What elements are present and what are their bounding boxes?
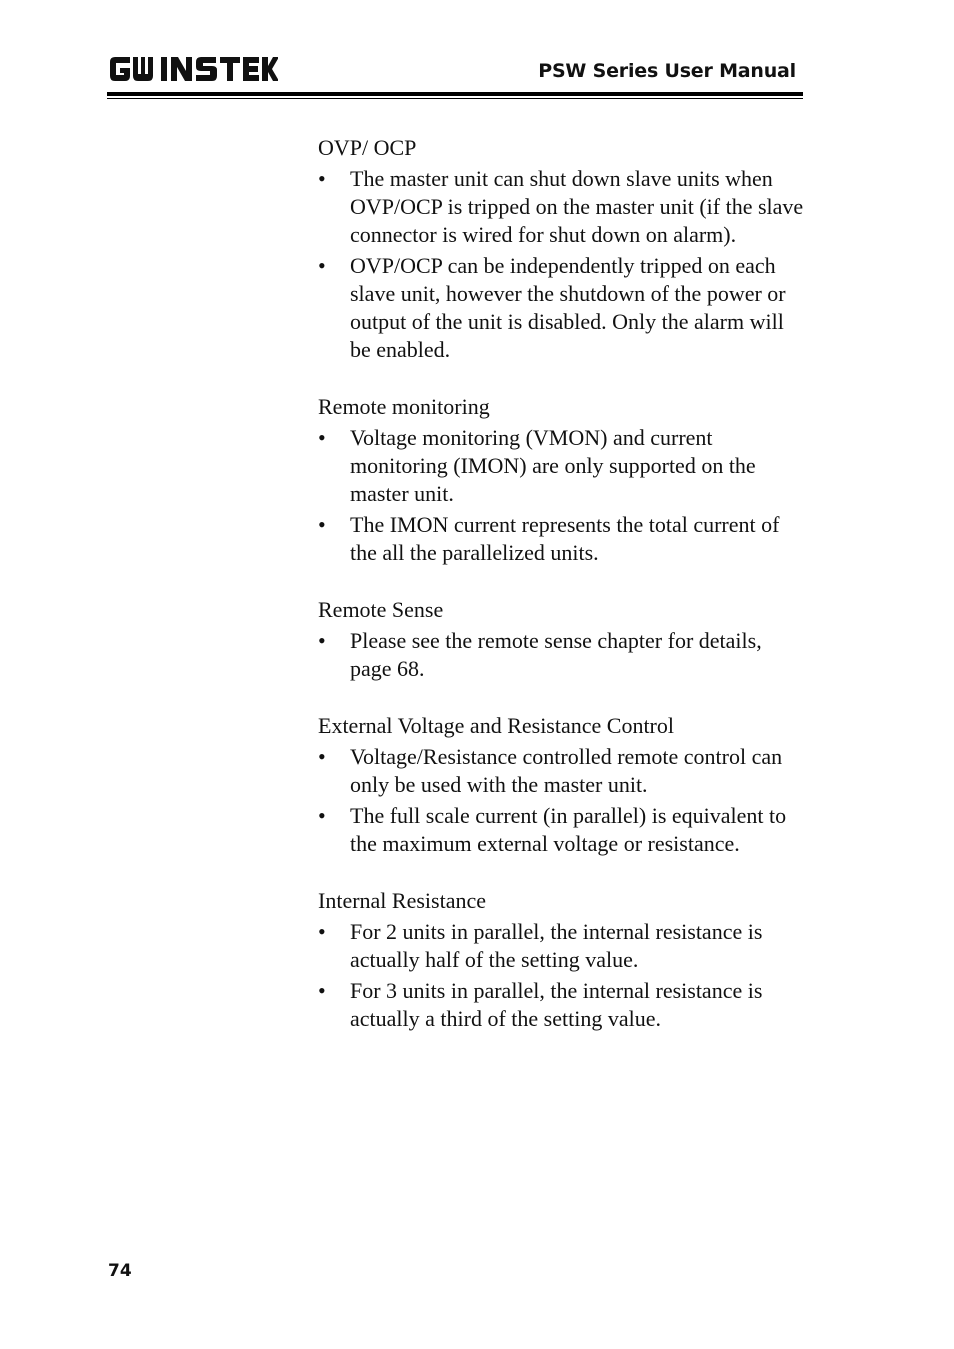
list-item (318, 424, 808, 508)
section-heading: OVP/ OCP (318, 135, 417, 160)
section-remote-sense (318, 596, 808, 683)
list-item (318, 977, 808, 1033)
section-internal-resistance (318, 887, 808, 1033)
list-item (318, 743, 808, 799)
bullet-icon: • (318, 744, 326, 769)
bullet-icon: • (318, 425, 326, 450)
section-external-voltage-resistance-control (318, 712, 808, 858)
bullet-icon: • (318, 628, 326, 653)
manual-title: PSW Series User Manual (538, 60, 796, 82)
section-heading: Remote monitoring (318, 394, 490, 419)
bullet-icon: • (318, 803, 326, 828)
bullet-icon: • (318, 919, 326, 944)
brand-logo (108, 54, 278, 84)
section-ovp-ocp (318, 134, 808, 364)
list-item-text: OVP/OCP can be independently tripped on each slave unit, however the shutdown of the power or output of the unit is disabled. Only the alarm will be enabled. (350, 253, 786, 362)
bullet-list (318, 918, 808, 1033)
list-item-text: Voltage monitoring (VMON) and current monitoring (IMON) are only supported on the master unit. (350, 425, 756, 506)
list-item-text: For 3 units in parallel, the internal resistance is actually a third of the setting value. (350, 978, 763, 1031)
list-item-text: For 2 units in parallel, the internal resistance is actually half of the setting value. (350, 919, 763, 972)
page-number: 74 (108, 1261, 132, 1281)
list-item (318, 918, 808, 974)
section-heading: External Voltage and Resistance Control (318, 713, 674, 738)
bullet-icon: • (318, 253, 326, 278)
list-item-text: Please see the remote sense chapter for details, page 68. (350, 628, 762, 681)
bullet-icon: • (318, 166, 326, 191)
list-item (318, 627, 808, 683)
page-content (318, 134, 808, 1062)
header-rule-thin (107, 98, 803, 99)
gw-instek-logo (108, 54, 278, 84)
list-item (318, 802, 808, 858)
section-remote-monitoring (318, 393, 808, 567)
header-rule-thick (107, 92, 803, 96)
list-item-text: The IMON current represents the total current of the all the parallelized units. (350, 512, 780, 565)
bullet-list (318, 743, 808, 858)
list-item (318, 511, 808, 567)
list-item-text: The master unit can shut down slave units when OVP/OCP is tripped on the master unit (if the slave connector is wired for shut down on alarm). (350, 166, 804, 247)
bullet-list (318, 424, 808, 567)
bullet-icon: • (318, 512, 326, 537)
list-item-text: Voltage/Resistance controlled remote control can only be used with the master unit. (350, 744, 783, 797)
section-heading: Internal Resistance (318, 888, 486, 913)
list-item (318, 252, 808, 364)
bullet-list (318, 165, 808, 364)
list-item (318, 165, 808, 249)
section-heading: Remote Sense (318, 597, 444, 622)
list-item-text: The full scale current (in parallel) is equivalent to the maximum external voltage or resistance. (350, 803, 787, 856)
bullet-icon: • (318, 978, 326, 1003)
bullet-list (318, 627, 808, 683)
